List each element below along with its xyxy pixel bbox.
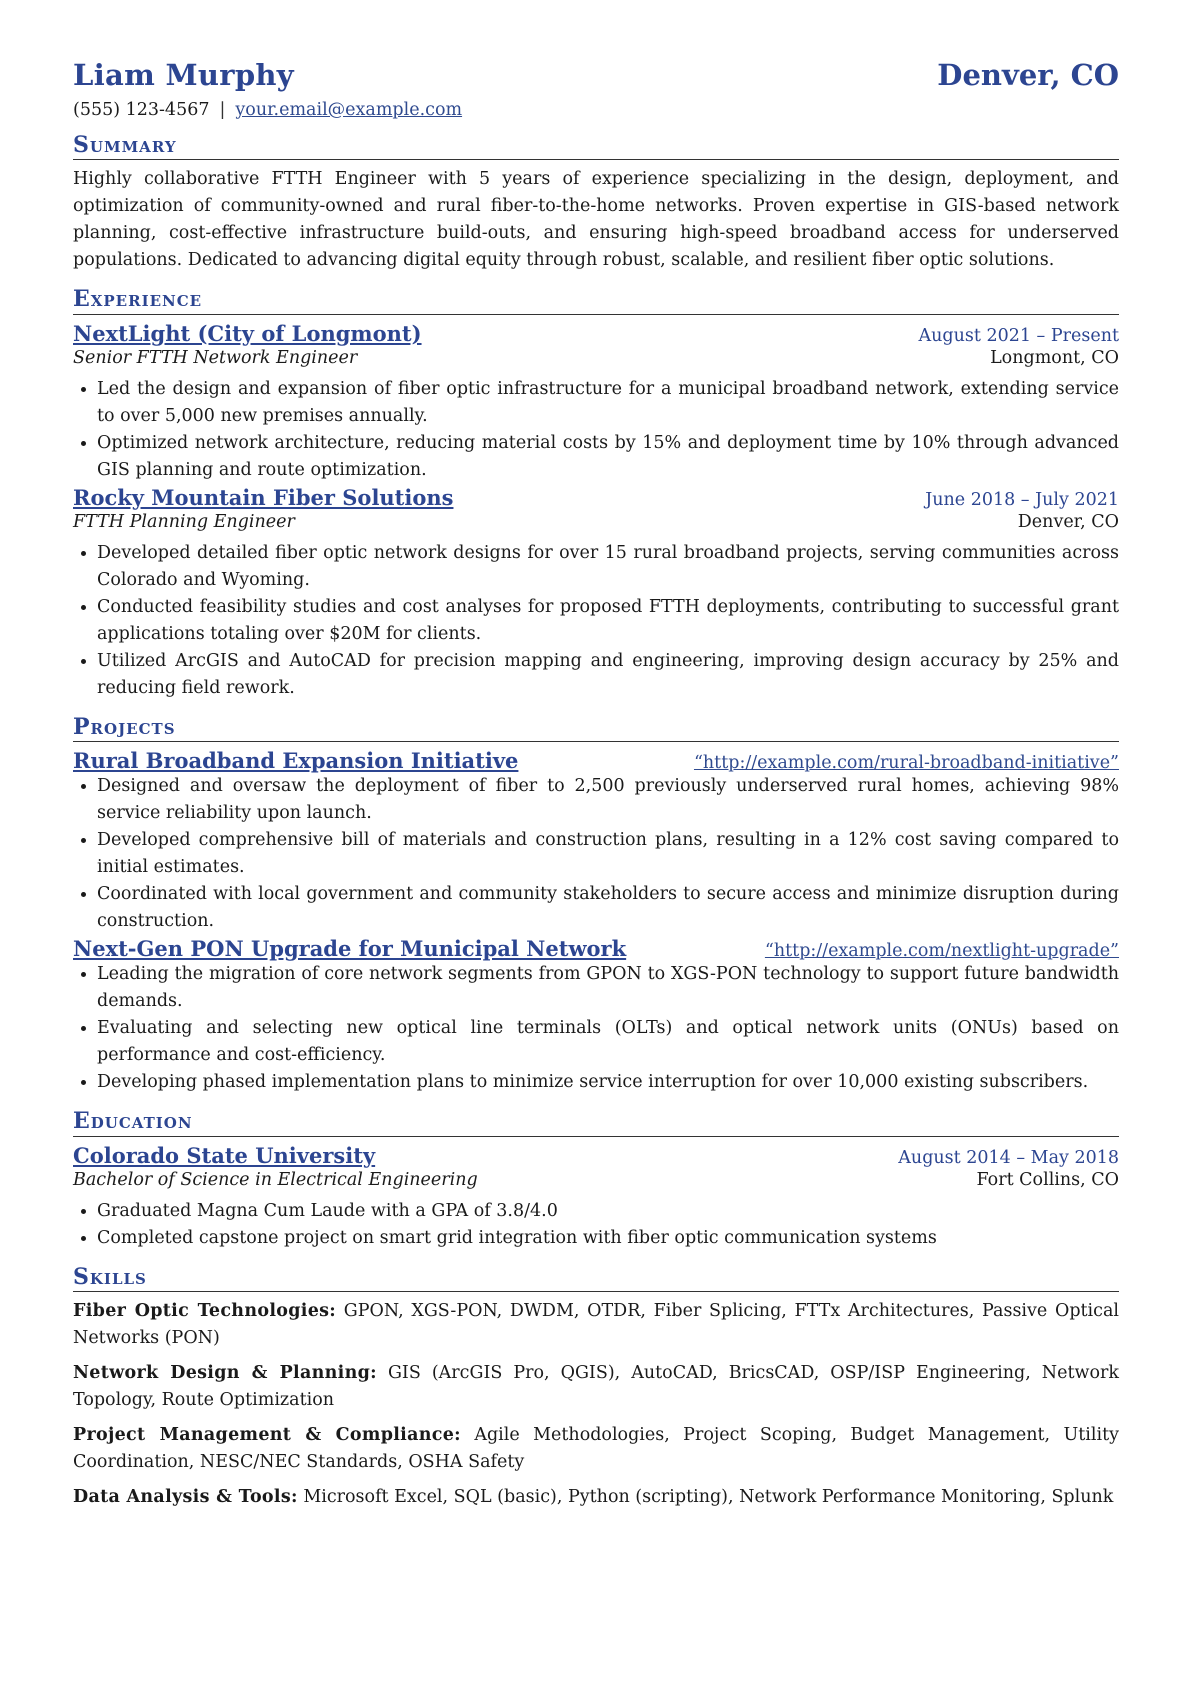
project-url-link[interactable]: “http://example.com/nextlight-upgrade” <box>764 941 1119 962</box>
list-item: • Evaluating and selecting new optical line terminals (OLTs) and optical network units (ONUs) based on performance and cost-efficiency. <box>97 1015 1119 1069</box>
candidate-name: Liam Murphy <box>73 58 294 92</box>
skill-group <box>73 1422 1119 1476</box>
list-item: • Optimized network architecture, reducing material costs by 15% and deployment time by 10% through advanced GIS planning and route optimization. <box>97 430 1119 484</box>
job-location: Denver, CO <box>1017 511 1119 532</box>
experience-entry <box>73 485 1119 702</box>
school-location: Fort Collins, CO <box>976 1169 1119 1190</box>
list-item: • Leading the migration of core network segments from GPON to XGS-PON technology to support future bandwidth demands. <box>97 961 1119 1015</box>
project-entry <box>73 936 1119 1096</box>
section-title-projects: Projects <box>73 714 1119 742</box>
education-dates: August 2014 – May 2018 <box>898 1147 1119 1168</box>
project-bullets <box>73 773 1119 935</box>
list-item: • Utilized ArcGIS and AutoCAD for precision mapping and engineering, improving design accuracy by 25% and reducing field rework. <box>97 648 1119 702</box>
list-item: • Developing phased implementation plans to minimize service interruption for over 10,000 existing subscribers. <box>97 1069 1119 1096</box>
employer-link[interactable]: Rocky Mountain Fiber Solutions <box>73 484 454 510</box>
list-item: • Graduated Magna Cum Laude with a GPA of 3.8/4.0 <box>97 1198 1119 1225</box>
list-item: • Conducted feasibility studies and cost analyses for proposed FTTH deployments, contributing to successful grant applications totaling over $20M for clients. <box>97 594 1119 648</box>
skill-category: Network Design & Planning: <box>73 1362 377 1383</box>
summary-text: Highly collaborative FTTH Engineer with 5 years of experience specializing in the design, deployment, and optimization of community-owned and rural fiber-to-the-home networks. Proven expertise in GIS-based network planning, cost-effective infrastructure build-outs, and ensuring high-speed broadband access for underserved populations. Dedicated to advancing digital equity through robust, scalable, and resilient fiber optic solutions. <box>73 169 1119 271</box>
skill-items: Microsoft Excel, SQL (basic), Python (scripting), Network Performance Monitoring, Splunk <box>303 1486 1114 1507</box>
skill-items: GIS (ArcGIS Pro, QGIS), AutoCAD, BricsCAD, OSP/ISP Engineering, Network Topology, Route Optimization <box>73 1362 1119 1410</box>
job-bullets <box>73 376 1119 484</box>
project-name-link[interactable]: Rural Broadband Expansion Initiative <box>73 748 519 774</box>
list-item: • Coordinated with local government and community stakeholders to secure access and minimize disruption during construction. <box>97 881 1119 935</box>
skill-category: Data Analysis & Tools: <box>73 1486 298 1507</box>
section-title-summary: Summary <box>73 132 1119 160</box>
school-link[interactable]: Colorado State University <box>73 1142 376 1168</box>
project-bullets <box>73 961 1119 1096</box>
list-item: • Completed capstone project on smart grid integration with fiber optic communication systems <box>97 1225 1119 1252</box>
job-bullets <box>73 540 1119 702</box>
skill-items: Agile Methodologies, Project Scoping, Budget Management, Utility Coordination, NESC/NEC Standards, OSHA Safety <box>73 1424 1119 1472</box>
section-title-experience: Experience <box>73 286 1119 314</box>
employer-link[interactable]: NextLight (City of Longmont) <box>73 320 422 346</box>
education-entry <box>73 1143 1119 1252</box>
job-dates: August 2021 – Present <box>918 325 1119 346</box>
skill-category: Fiber Optic Technologies: <box>73 1300 337 1321</box>
project-entry <box>73 748 1119 935</box>
job-title: FTTH Planning Engineer <box>73 511 295 532</box>
contact-line <box>73 100 1119 120</box>
project-name-link[interactable]: Next-Gen PON Upgrade for Municipal Network <box>73 936 627 962</box>
skill-group <box>73 1360 1119 1414</box>
list-item: • Developed detailed fiber optic network designs for over 15 rural broadband projects, serving communities across Colorado and Wyoming. <box>97 540 1119 594</box>
candidate-location: Denver, CO <box>937 58 1119 92</box>
skill-category: Project Management & Compliance: <box>73 1424 461 1445</box>
email-link[interactable]: your.email@example.com <box>235 100 463 120</box>
list-item: • Designed and oversaw the deployment of fiber to 2,500 previously underserved rural homes, achieving 98% service reliability upon launch. <box>97 773 1119 827</box>
skill-group <box>73 1484 1119 1511</box>
project-url-link[interactable]: “http://example.com/rural-broadband-initiative” <box>693 753 1119 774</box>
resume-header <box>73 58 1119 92</box>
job-location: Longmont, CO <box>990 347 1119 368</box>
section-title-education: Education <box>73 1108 1119 1136</box>
list-item: • Developed comprehensive bill of materials and construction plans, resulting in a 12% cost saving compared to initial estimates. <box>97 827 1119 881</box>
list-item: • Led the design and expansion of fiber optic infrastructure for a municipal broadband network, extending service to over 5,000 new premises annually. <box>97 376 1119 430</box>
education-bullets <box>73 1198 1119 1252</box>
contact-separator: | <box>219 100 226 120</box>
phone-number: (555) 123-4567 <box>73 100 210 120</box>
degree-title: Bachelor of Science in Electrical Engineering <box>73 1169 478 1190</box>
job-dates: June 2018 – July 2021 <box>925 489 1119 510</box>
skill-group <box>73 1298 1119 1352</box>
job-title: Senior FTTH Network Engineer <box>73 347 358 368</box>
section-title-skills: Skills <box>73 1264 1119 1292</box>
skill-items: GPON, XGS-PON, DWDM, OTDR, Fiber Splicing, FTTx Architectures, Passive Optical Networks (PON) <box>73 1300 1119 1348</box>
experience-entry <box>73 321 1119 484</box>
